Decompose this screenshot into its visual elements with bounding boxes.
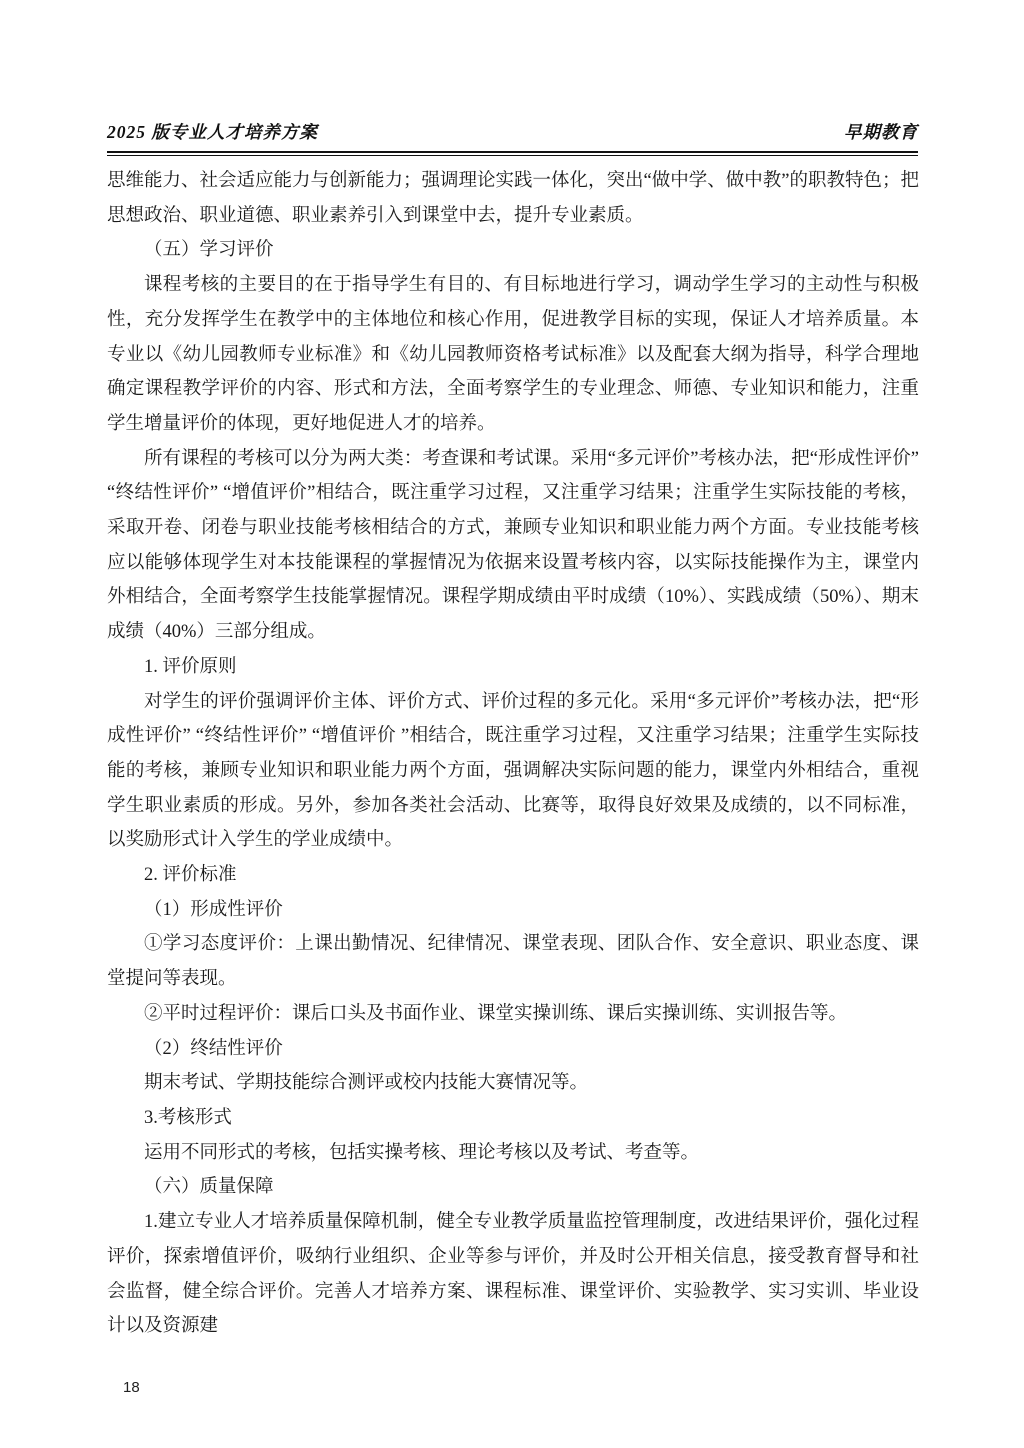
page-number: 18: [123, 1379, 140, 1396]
body-paragraph: ②平时过程评价：课后口头及书面作业、课堂实操训练、课后实操训练、实训报告等。: [144, 1003, 848, 1024]
subsection-heading: 2. 评价标准: [144, 865, 237, 886]
header-document-title: 2025 版专业人才培养方案: [107, 122, 318, 142]
subsection-heading: 1. 评价原则: [144, 656, 237, 677]
subsection-heading: （2）终结性评价: [144, 1038, 283, 1059]
body-paragraph: 运用不同形式的考核，包括实操考核、理论考核以及考试、考查等。: [144, 1142, 700, 1163]
section-heading: （五）学习评价: [144, 240, 274, 261]
body-paragraph: 课程考核的主要目的在于指导学生有目的、有目标地进行学习，调动学生学习的主动性与积极性，充分发挥学生在教学中的主体地位和核心作用，促进教学目标的实现，保证人才培养质量。本专业以《幼儿园教师专业标准》和《幼儿园教师资格考试标准》以及配套大纲为指导，科学合理地确定课程教学评价的内容、形式和方法，全面考察学生的专业理念、师德、专业知识和能力，注重学生增量评价的体现，更好地促进人才的培养。: [107, 275, 919, 434]
subsection-heading: （1）形成性评价: [144, 899, 283, 920]
body-paragraph: 期末考试、学期技能综合测评或校内技能大赛情况等。: [144, 1073, 589, 1094]
body-paragraph: 所有课程的考核可以分为两大类：考查课和考试课。采用“多元评价”考核办法，把“形成性评价” “终结性评价” “增值评价”相结合，既注重学习过程，又注重学习结果；注重学生实际技能的考核，采取开卷、闭卷与职业技能考核相结合的方式，兼顾专业知识和职业能力两个方面。专业技能考核应以能够体现学生对本技能课程的掌握情况为依据来设置考核内容，以实际技能操作为主，课堂内外相结合，全面考察学生技能掌握情况。课程学期成绩由平时成绩（10%）、实践成绩（50%）、期末成绩（40%）三部分组成。: [107, 448, 919, 643]
subsection-heading: 3.考核形式: [144, 1107, 232, 1128]
body-paragraph: 思维能力、社会适应能力与创新能力；强调理论实践一体化，突出“做中学、做中教”的职教特色；把思想政治、职业道德、职业素养引入到课堂中去，提升专业素质。: [107, 171, 919, 226]
body-paragraph: 1.建立专业人才培养质量保障机制，健全专业教学质量监控管理制度，改进结果评价，强化过程评价，探索增值评价，吸纳行业组织、企业等参与评价，并及时公开相关信息，接受教育督导和社会监督，健全综合评价。完善人才培养方案、课程标准、课堂评价、实验教学、实习实训、毕业设计以及资源建: [107, 1212, 919, 1337]
header-divider: [107, 151, 918, 156]
header-section-title: 早期教育: [844, 122, 918, 142]
body-paragraph: ①学习态度评价：上课出勤情况、纪律情况、课堂表现、团队合作、安全意识、职业态度、课堂提问等表现。: [107, 934, 919, 990]
document-body: [107, 164, 919, 1344]
section-heading: （六）质量保障: [144, 1177, 274, 1198]
body-paragraph: 对学生的评价强调评价主体、评价方式、评价过程的多元化。采用“多元评价”考核办法，把“形成性评价” “终结性评价” “增值评价 ”相结合，既注重学习过程，又注重学习结果；注重学生实际技能的考核，兼顾专业知识和职业能力两个方面，强调解决实际问题的能力，课堂内外相结合，重视学生职业素质的形成。另外，参加各类社会活动、比赛等，取得良好效果及成绩的，以不同标准，以奖励形式计入学生的学业成绩中。: [107, 691, 919, 851]
page-header: [107, 119, 918, 144]
